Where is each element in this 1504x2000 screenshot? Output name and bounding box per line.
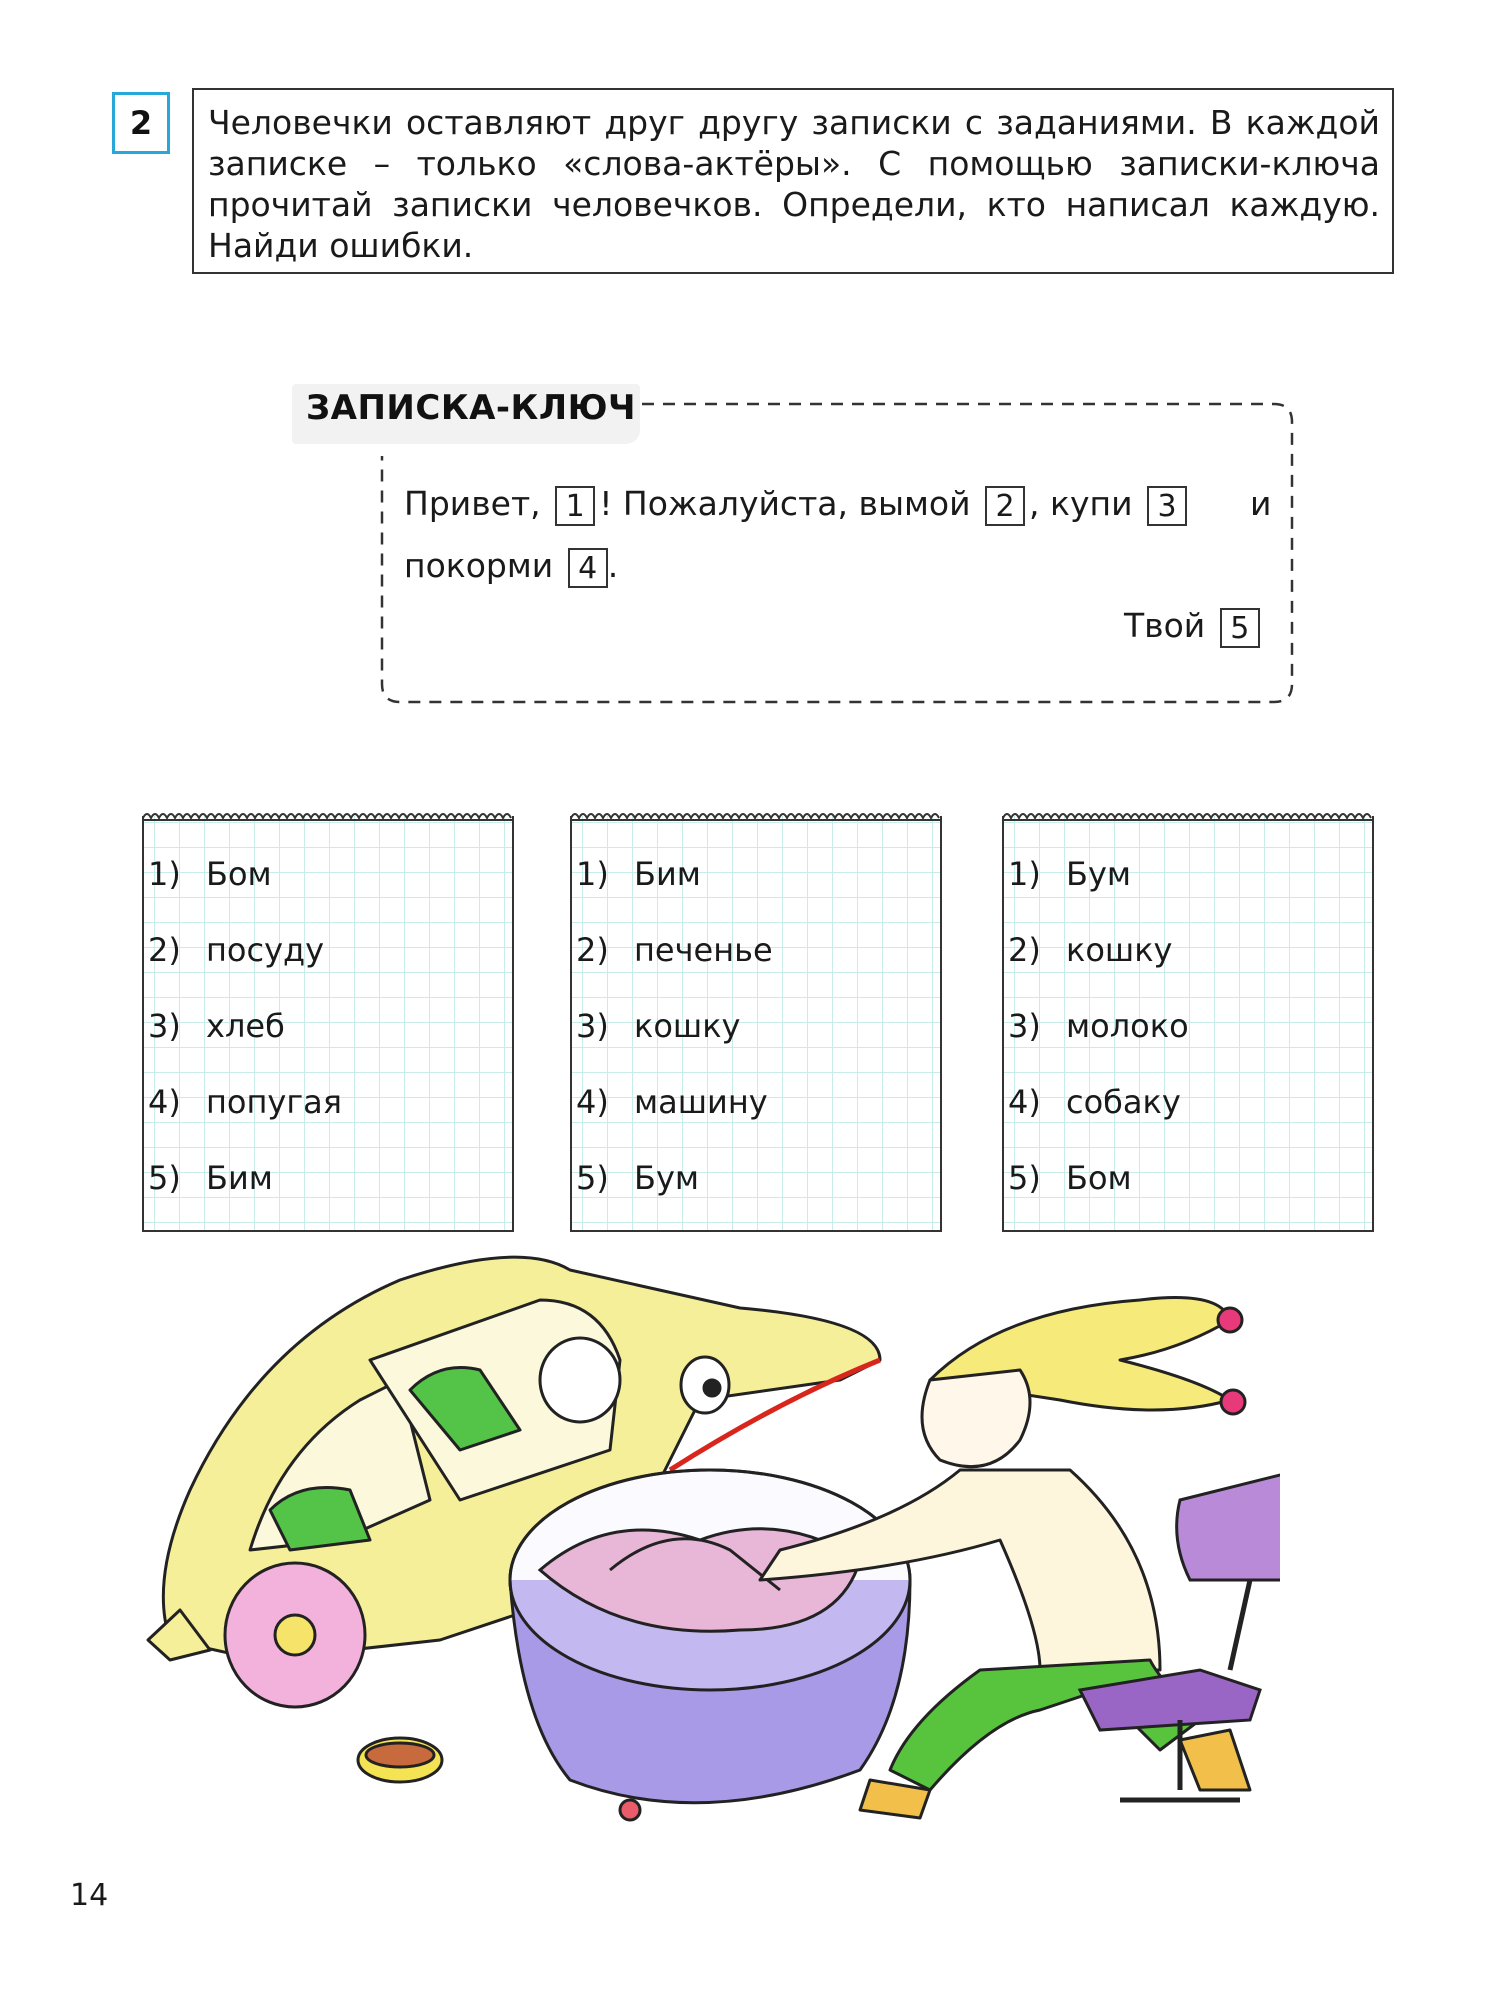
note-spiral-edge [141, 806, 515, 826]
list-item: 4) собаку [1008, 1083, 1181, 1121]
key-note-title: ЗАПИСКА-КЛЮЧ [306, 388, 636, 428]
list-item: 5) Бом [1008, 1159, 1132, 1197]
key-hello: Привет, [404, 484, 541, 523]
key-comma-buy: , купи [1029, 484, 1133, 523]
list-item: 3) молоко [1008, 1007, 1189, 1045]
note-1 [142, 816, 514, 1232]
list-item: 1) Бим [576, 855, 701, 893]
list-item: 5) Бум [576, 1159, 700, 1197]
key-yours: Твой [1124, 606, 1206, 645]
list-item: 4) попугая [148, 1083, 343, 1121]
slot-3-box: 3 [1147, 486, 1187, 526]
list-item: 5) Бим [148, 1159, 273, 1197]
slot-1-box: 1 [555, 486, 595, 526]
slot-4-box: 4 [568, 548, 608, 588]
list-item: 2) посуду [148, 931, 325, 969]
key-note-line-2 [404, 546, 618, 588]
page-number: 14 [70, 1878, 109, 1913]
illustration [140, 1250, 1280, 1830]
note-spiral-edge [569, 806, 943, 826]
key-feed: покорми [404, 546, 554, 585]
list-item: 3) кошку [576, 1007, 741, 1045]
key-period: . [607, 546, 619, 585]
note-3 [1002, 816, 1374, 1232]
key-and: и [1250, 484, 1272, 523]
note-2 [570, 816, 942, 1232]
slot-5-box: 5 [1220, 608, 1260, 648]
list-item: 1) Бом [148, 855, 272, 893]
note-spiral-edge [1001, 806, 1375, 826]
slot-2-box: 2 [985, 486, 1025, 526]
list-item: 1) Бум [1008, 855, 1132, 893]
key-please: ! Пожалуйста, вымой [599, 484, 971, 523]
task-number: 2 [112, 92, 170, 154]
list-item: 4) машину [576, 1083, 768, 1121]
key-note-line-1 [404, 484, 1191, 526]
key-note-signature [1124, 606, 1264, 648]
list-item: 2) печенье [576, 931, 773, 969]
task-instructions: Человечки оставляют друг другу записки с заданиями. В каждой записке – только «слова-актёры». С помощью записки-ключа прочитай записки человечков. Определи, кто написал каждую. Найди ошибки. [192, 88, 1394, 274]
list-item: 2) кошку [1008, 931, 1173, 969]
list-item: 3) хлеб [148, 1007, 285, 1045]
